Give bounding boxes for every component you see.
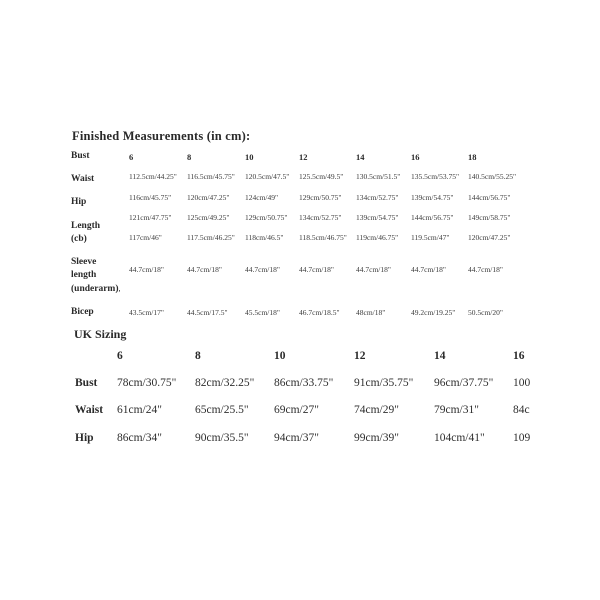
size-header: 12 bbox=[354, 350, 366, 362]
table-cell: 130.5cm/51.5" bbox=[356, 172, 401, 181]
table-cell: 96cm/37.75" bbox=[434, 377, 494, 389]
table-cell: 44.7cm/18" bbox=[468, 265, 503, 274]
table-cell: 117cm/46" bbox=[129, 233, 162, 242]
table-cell: 69cm/27" bbox=[274, 404, 319, 416]
table-cell: 120.5cm/47.5" bbox=[245, 172, 290, 181]
row-label-hip: Hip bbox=[71, 197, 87, 207]
size-header: 10 bbox=[274, 350, 286, 362]
table-cell: 116cm/45.75" bbox=[129, 193, 172, 202]
table-cell: 50.5cm/20" bbox=[468, 308, 503, 317]
table-cell: 149cm/58.75" bbox=[468, 213, 511, 222]
size-header: 10 bbox=[245, 152, 254, 162]
table-cell: 94cm/37" bbox=[274, 432, 319, 444]
finished-measurements-title: Finished Measurements (in cm): bbox=[72, 129, 251, 143]
table-cell: 144cm/56.75" bbox=[411, 213, 454, 222]
table-cell: 86cm/34" bbox=[117, 432, 162, 444]
size-header: 12 bbox=[299, 152, 308, 162]
table-cell: 45.5cm/18" bbox=[245, 308, 280, 317]
table-cell: 99cm/39" bbox=[354, 432, 399, 444]
size-header: 8 bbox=[187, 152, 192, 162]
table-cell: 91cm/35.75" bbox=[354, 377, 414, 389]
table-cell: 125cm/49.25" bbox=[187, 213, 230, 222]
table-cell: 74cm/29" bbox=[354, 404, 399, 416]
table-cell: 118.5cm/46.75" bbox=[299, 233, 347, 242]
table-cell: 134cm/52.75" bbox=[299, 213, 342, 222]
table-cell: 43.5cm/17" bbox=[129, 308, 164, 317]
table-cell: 144cm/56.75" bbox=[468, 193, 511, 202]
row-label-sleeve-length: Sleeve length (underarm), bbox=[71, 257, 121, 294]
table-cell: 44.7cm/18" bbox=[245, 265, 280, 274]
size-header: 16 bbox=[411, 152, 420, 162]
table-cell: 100 bbox=[513, 377, 530, 389]
table-cell: 139cm/54.75" bbox=[356, 213, 399, 222]
table-cell: 44.7cm/18" bbox=[356, 265, 391, 274]
table-cell: 119cm/46.75" bbox=[356, 233, 399, 242]
table-cell: 44.5cm/17.5" bbox=[187, 308, 228, 317]
row-label-waist: Waist bbox=[71, 174, 95, 184]
table-cell: 82cm/32.25" bbox=[195, 377, 255, 389]
row-label-bust: Bust bbox=[75, 377, 98, 389]
table-cell: 78cm/30.75" bbox=[117, 377, 177, 389]
table-cell: 118cm/46.5" bbox=[245, 233, 284, 242]
row-label-length: Length (cb) bbox=[71, 221, 101, 244]
size-header: 16 bbox=[513, 350, 525, 362]
size-header: 14 bbox=[434, 350, 446, 362]
table-cell: 90cm/35.5" bbox=[195, 432, 249, 444]
size-header: 18 bbox=[468, 152, 477, 162]
table-cell: 79cm/31" bbox=[434, 404, 479, 416]
table-cell: 124cm/49" bbox=[245, 193, 279, 202]
size-header: 6 bbox=[117, 350, 123, 362]
uk-sizing-title: UK Sizing bbox=[74, 327, 127, 341]
table-cell: 116.5cm/45.75" bbox=[187, 172, 235, 181]
table-cell: 86cm/33.75" bbox=[274, 377, 334, 389]
table-cell: 44.7cm/18" bbox=[187, 265, 222, 274]
table-cell: 140.5cm/55.25" bbox=[468, 172, 517, 181]
table-cell: 44.7cm/18" bbox=[299, 265, 334, 274]
table-cell: 49.2cm/19.25" bbox=[411, 308, 456, 317]
size-header: 6 bbox=[129, 152, 134, 162]
table-cell: 125.5cm/49.5" bbox=[299, 172, 344, 181]
table-cell: 104cm/41" bbox=[434, 432, 485, 444]
table-cell: 44.7cm/18" bbox=[411, 265, 446, 274]
table-cell: 65cm/25.5" bbox=[195, 404, 249, 416]
row-label-bust: Bust bbox=[71, 151, 90, 161]
table-cell: 119.5cm/47" bbox=[411, 233, 450, 242]
table-cell: 112.5cm/44.25" bbox=[129, 172, 177, 181]
row-label-waist: Waist bbox=[75, 404, 104, 416]
table-cell: 129cm/50.75" bbox=[299, 193, 342, 202]
table-cell: 61cm/24" bbox=[117, 404, 162, 416]
table-cell: 135.5cm/53.75" bbox=[411, 172, 460, 181]
table-cell: 129cm/50.75" bbox=[245, 213, 288, 222]
table-cell: 139cm/54.75" bbox=[411, 193, 454, 202]
table-cell: 120cm/47.25" bbox=[468, 233, 511, 242]
table-cell: 121cm/47.75" bbox=[129, 213, 172, 222]
row-label-hip: Hip bbox=[75, 432, 94, 444]
table-cell: 84c bbox=[513, 404, 530, 416]
size-header: 14 bbox=[356, 152, 365, 162]
table-cell: 134cm/52.75" bbox=[356, 193, 399, 202]
row-label-bicep: Bicep bbox=[71, 307, 94, 317]
table-cell: 120cm/47.25" bbox=[187, 193, 230, 202]
table-cell: 46.7cm/18.5" bbox=[299, 308, 340, 317]
table-cell: 48cm/18" bbox=[356, 308, 386, 317]
table-cell: 44.7cm/18" bbox=[129, 265, 164, 274]
size-header: 8 bbox=[195, 350, 201, 362]
table-cell: 117.5cm/46.25" bbox=[187, 233, 235, 242]
table-cell: 109 bbox=[513, 432, 530, 444]
